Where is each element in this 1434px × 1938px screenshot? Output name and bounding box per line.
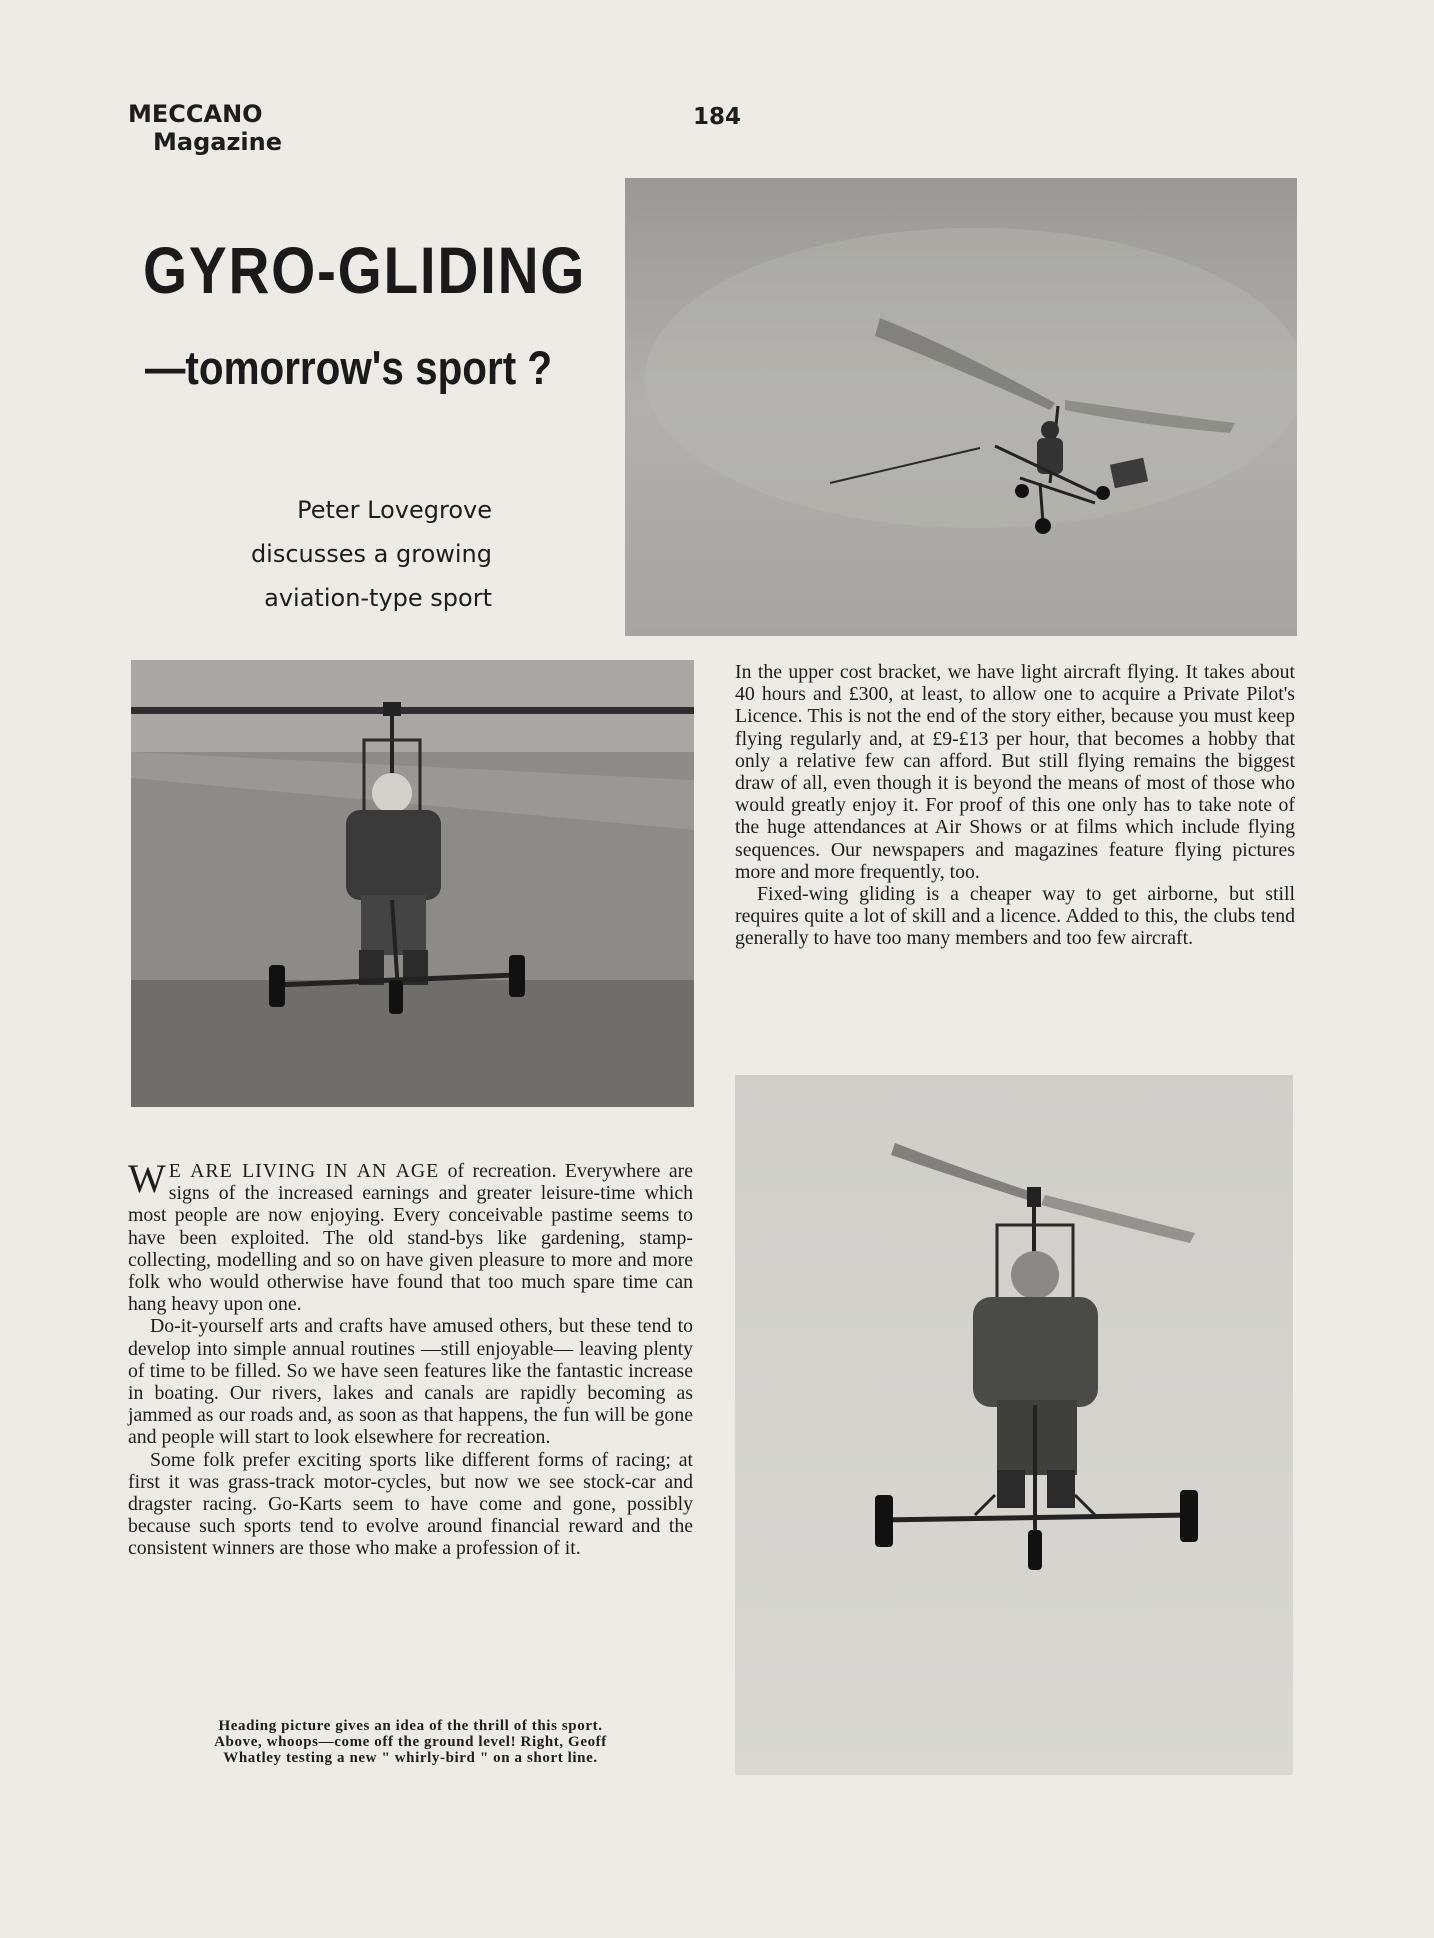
- caption-line: Whatley testing a new " whirly-bird " on a short line.: [223, 1750, 598, 1766]
- caption-line: Above, whoops—come off the ground level! Right, Geoff: [214, 1734, 607, 1750]
- opening-text: of recreation. Everywhere are signs of the increased earnings and greater leisure-time which most people are now enjoying. Every conceivable pastime seems to have been exploited. The old stand-bys like gardening, stamp-collecting, modelling and so on have given pleasure to more and more folk who would otherwise have found that too much spare time can hang heavy upon one.: [128, 1160, 693, 1316]
- paragraph: Fixed-wing gliding is a cheaper way to get airborne, but still requires quite a lot of skill and a licence. Added to this, the clubs tend generally to have too many members and too few aircraft.: [735, 883, 1295, 950]
- drop-cap: W: [128, 1156, 166, 1201]
- opening-paragraph: [128, 1156, 693, 1316]
- paragraph: Do-it-yourself arts and crafts have amused others, but these tend to develop into simple annual routines —still enjoyable— leaving plenty of time to be filled. So we have seen features like the fantastic increase in boating. Our rivers, lakes and canals are rapidly becoming as jammed as our roads and, as soon as that happens, the fun will be gone and people will start to look elsewhere for recreation.: [128, 1315, 693, 1449]
- masthead-line1: MECCANO: [128, 100, 263, 128]
- opening-caps: E ARE LIVING IN AN AGE: [168, 1160, 440, 1182]
- magazine-masthead: [128, 100, 282, 156]
- photo-gyro-in-flight: [625, 178, 1297, 636]
- article-title: GYRO-GLIDING: [143, 233, 587, 307]
- paragraph: In the upper cost bracket, we have light aircraft flying. It takes about 40 hours and £300, at least, to allow one to acquire a Private Pilot's Licence. This is not the end of the story either, because you must keep flying regularly and, at £9-£13 per hour, that becomes a hobby that only a relative few can afford. But still flying remains the biggest draw of all, even though it is beyond the means of most of those who would greatly enjoy it. For proof of this one only has to take note of the huge attendances at Air Shows or at films which include flying sequences. Our newspapers and magazines feature flying pictures more and more frequently, too.: [735, 661, 1295, 883]
- photo-caption: [128, 1718, 693, 1766]
- byline: [180, 488, 492, 620]
- article-subtitle: —tomorrow's sport ?: [145, 341, 553, 394]
- photo-geoff-whatley-flying: [735, 1075, 1293, 1775]
- masthead-line2: Magazine: [153, 128, 283, 156]
- article-column-left: [128, 1156, 693, 1560]
- page-number: 184: [693, 104, 742, 130]
- article-column-right: [735, 661, 1295, 950]
- photo-gyro-on-ground: [131, 660, 694, 1107]
- paragraph: Some folk prefer exciting sports like different forms of racing; at first it was grass-track motor-cycles, but now we see stock-car and dragster racing. Go-Karts seem to have come and gone, possibly because such sports tend to evolve around financial reward and the consistent winners are those who make a profession of it.: [128, 1448, 693, 1560]
- byline-line: aviation-type sport: [264, 584, 492, 612]
- byline-line: Peter Lovegrove: [297, 496, 492, 524]
- byline-line: discusses a growing: [250, 540, 492, 568]
- caption-line: Heading picture gives an idea of the thrill of this sport.: [218, 1718, 603, 1734]
